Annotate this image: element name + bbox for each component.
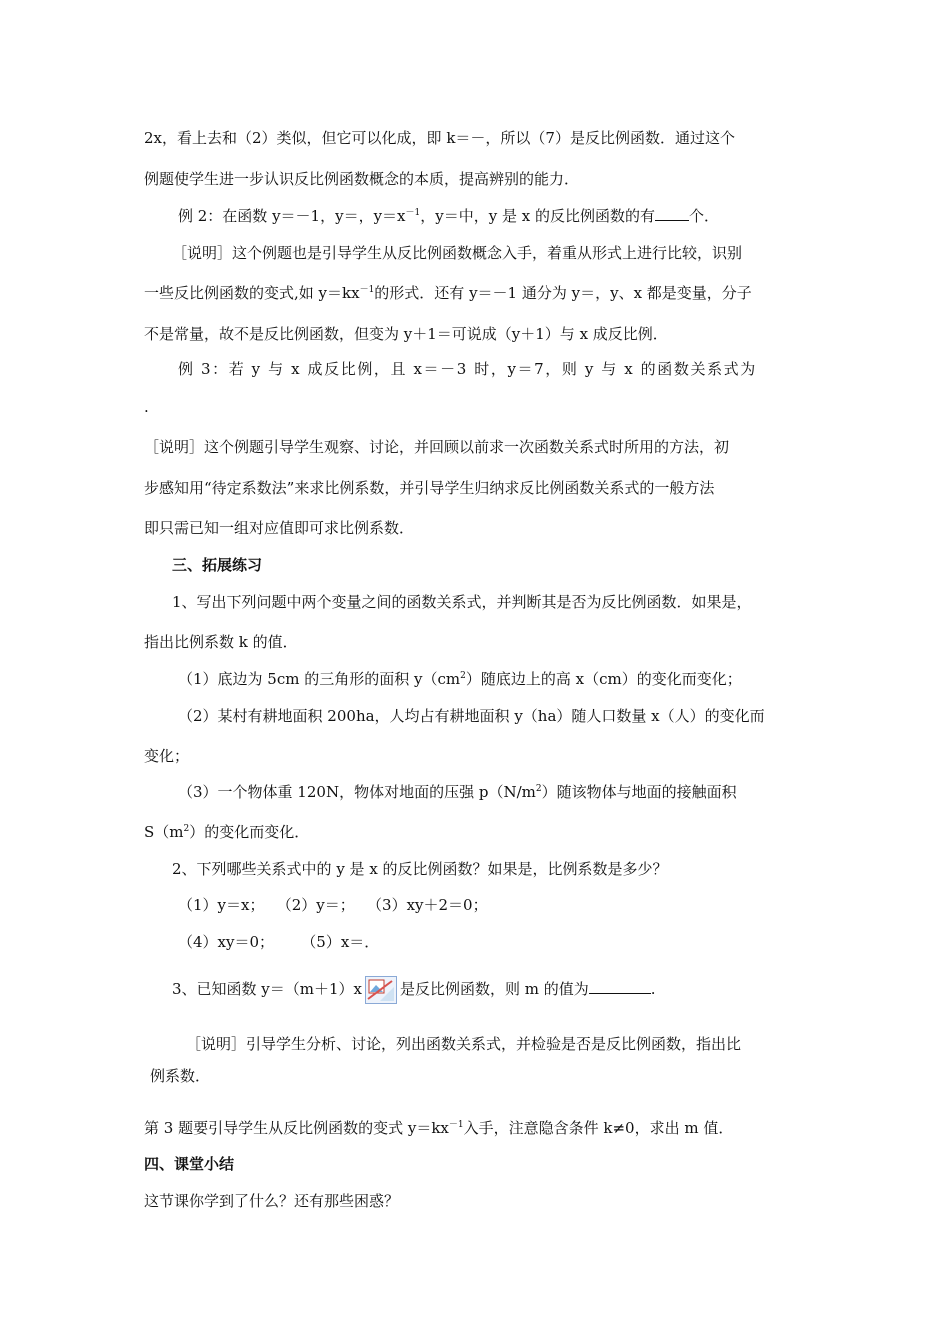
text-span: 一些反比例函数的变式,如 y＝kx bbox=[144, 284, 360, 302]
text-span: （3）一个物体重 120N，物体对地面的压强 p（N/m bbox=[178, 783, 536, 801]
paragraph-line: 即只需已知一组对应值即可求比例系数． bbox=[144, 519, 415, 537]
superscript: －1 bbox=[448, 1120, 464, 1130]
text-span: （1）底边为 5cm 的三角形的面积 y（cm bbox=[178, 670, 461, 688]
superscript: －1 bbox=[405, 208, 421, 218]
text-span: ）的变化而变化． bbox=[189, 823, 310, 841]
text-span: 第 3 题要引导学生从反比例函数的变式 y＝kx bbox=[144, 1119, 449, 1137]
text-span: 入手，注意隐含条件 k≠0，求出 m 值． bbox=[463, 1119, 734, 1137]
text-span: ）随底边上的高 x（cm）的变化而变化； bbox=[465, 670, 742, 688]
example-3-line: 例 3：若 y 与 x 成反比例，且 x＝－3 时，y＝7，则 y 与 x 的函数关系式为 bbox=[178, 360, 757, 378]
paragraph-line bbox=[144, 822, 309, 842]
paragraph-line: . bbox=[144, 398, 149, 416]
text-span: 个． bbox=[688, 207, 719, 225]
paragraph-line: 变化； bbox=[144, 747, 190, 765]
exercise-item bbox=[178, 782, 737, 802]
superscript: －1 bbox=[359, 285, 375, 295]
paragraph-line: 指出比例系数 k 的值． bbox=[144, 633, 298, 651]
paragraph-line: 这节课你学到了什么？还有那些困惑？ bbox=[144, 1192, 400, 1210]
explanation-line: ［说明］这个例题引导学生观察、讨论，并回顾以前求一次函数关系式时所用的方法，初 bbox=[144, 438, 730, 456]
text-span: . bbox=[650, 980, 656, 998]
superscript: 2 bbox=[183, 824, 190, 834]
exercise-item: （1）y＝x； （2）y＝； （3）xy＋2＝0； bbox=[178, 896, 488, 914]
answer-blank bbox=[655, 206, 689, 221]
exercise-1-line: 1、写出下列问题中两个变量之间的函数关系式，并判断其是否为反比例函数．如果是， bbox=[172, 593, 752, 611]
text-span: 是反比例函数，则 m 的值为 bbox=[400, 980, 589, 998]
exercise-item: （4）xy＝0； （5）x＝． bbox=[178, 933, 380, 951]
broken-image-icon bbox=[365, 976, 397, 1004]
exercise-3-line bbox=[172, 976, 656, 1004]
exercise-item: （2）某村有耕地面积 200ha，人均占有耕地面积 y（ha）随人口数量 x（人）的变化而 bbox=[178, 707, 765, 725]
text-span: 例 2：在函数 y＝－1，y＝，y＝x bbox=[178, 207, 406, 225]
text-span: 的形式．还有 y＝－1 通分为 y＝，y、x 都是变量，分子 bbox=[374, 284, 752, 302]
exercise-2-line: 2、下列哪些关系式中的 y 是 x 的反比例函数？如果是，比例系数是多少？ bbox=[172, 860, 668, 878]
paragraph-line bbox=[144, 1118, 733, 1138]
superscript: 2 bbox=[535, 784, 542, 794]
paragraph-line bbox=[144, 283, 752, 303]
explanation-line: ［说明］引导学生分析、讨论，列出函数关系式，并检验是否是反比例函数，指出比 bbox=[186, 1035, 742, 1053]
paragraph-line: 例系数． bbox=[150, 1067, 211, 1085]
paragraph-line: 不是常量，故不是反比例函数，但变为 y＋1＝可说成（y＋1）与 x 成反比例． bbox=[144, 325, 668, 343]
paragraph-line: 2x，看上去和（2）类似，但它可以化成，即 k＝－，所以（7）是反比例函数．通过这个 bbox=[144, 129, 735, 147]
superscript: 2 bbox=[460, 671, 466, 681]
paragraph-line: 步感知用“待定系数法”来求比例系数，并引导学生归纳求反比例函数关系式的一般方法 bbox=[144, 479, 715, 497]
broken-image-icon bbox=[366, 977, 396, 1003]
section-heading-3: 三、拓展练习 bbox=[172, 556, 263, 574]
text-span: ，y＝中，y 是 x 的反比例函数的有 bbox=[420, 207, 655, 225]
example-2-line bbox=[178, 206, 719, 226]
explanation-line: ［说明］这个例题也是引导学生从反比例函数概念入手，着重从形式上进行比较，识别 bbox=[172, 244, 743, 262]
text-span: ）随该物体与地面的接触面积 bbox=[541, 783, 737, 801]
text-span: 3、已知函数 y＝（m＋1）x bbox=[172, 980, 363, 998]
exercise-item bbox=[178, 669, 742, 689]
text-span: S（m bbox=[144, 823, 184, 841]
paragraph-line: 例题使学生进一步认识反比例函数概念的本质，提高辨别的能力． bbox=[144, 170, 580, 188]
section-heading-4: 四、课堂小结 bbox=[144, 1155, 235, 1173]
answer-blank bbox=[589, 979, 651, 994]
